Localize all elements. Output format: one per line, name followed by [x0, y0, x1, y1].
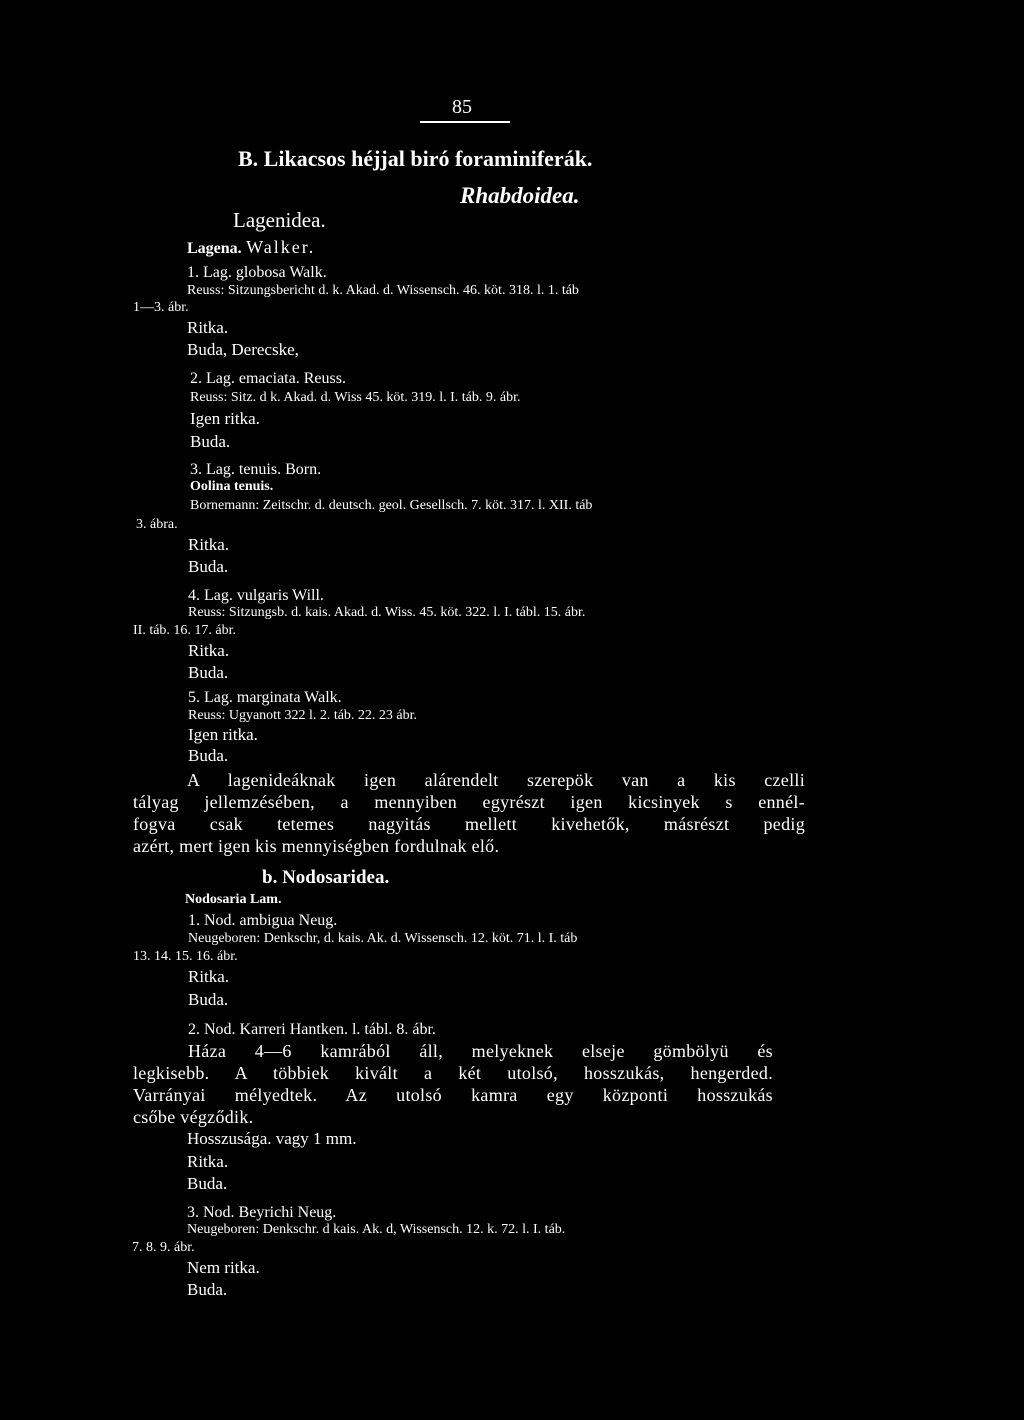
- paragraph-line: azért, mert igen kis mennyiségben fordulnak elő.: [133, 836, 500, 856]
- species-locality: Buda.: [187, 1174, 228, 1193]
- genus-nodosaria-heading: Nodosaria Lam.: [185, 892, 282, 907]
- genus-lagena-heading: [187, 238, 315, 257]
- species-title: 1. Nod. ambigua Neug.: [188, 912, 338, 929]
- species-frequency: Nem ritka.: [187, 1258, 260, 1277]
- species-reference: Reuss: Sitzungsbericht d. k. Akad. d. Wissensch. 46. köt. 318. l. 1. táb: [187, 283, 579, 298]
- genus-lagena-name: Lagena.: [187, 240, 242, 257]
- species-reference-cont: 1—3. ábr.: [133, 300, 189, 315]
- genus-lagena-author: Walker.: [246, 237, 316, 257]
- paragraph-line: tályag jellemzésében, a mennyiben egyrészt igen kicsinyek s ennél-: [133, 792, 805, 812]
- family-heading: Rhabdoidea.: [460, 183, 580, 208]
- species-reference: Reuss: Ugyanott 322 l. 2. táb. 22. 23 ábr.: [188, 708, 418, 723]
- species-locality: Buda.: [188, 663, 229, 682]
- species-locality: Buda, Derecske,: [187, 340, 299, 359]
- page-number: 85: [452, 96, 472, 118]
- subfamily-heading-lagenidea: Lagenidea.: [233, 208, 326, 232]
- species-locality: Buda.: [188, 746, 229, 765]
- species-title: 4. Lag. vulgaris Will.: [188, 587, 324, 604]
- species-frequency: Igen ritka.: [190, 409, 260, 428]
- species-frequency: Igen ritka.: [188, 725, 258, 744]
- species-title: 5. Lag. marginata Walk.: [188, 689, 342, 706]
- species-locality: Buda.: [188, 990, 229, 1009]
- paragraph-line: A lagenideáknak igen alárendelt szerepök van a kis czelli: [187, 770, 805, 790]
- paragraph-line: legkisebb. A többiek kivált a két utolsó, hosszukás, hengerded.: [133, 1063, 773, 1083]
- paragraph-line: fogva csak tetemes nagyitás mellett kivehetők, másrészt pedig: [133, 814, 805, 834]
- species-reference-cont: 13. 14. 15. 16. ábr.: [133, 949, 238, 964]
- species-reference: Bornemann: Zeitschr. d. deutsch. geol. Gesellsch. 7. köt. 317. l. XII. táb: [190, 498, 593, 513]
- page-number-rule: [420, 121, 510, 123]
- species-frequency: Ritka.: [188, 641, 230, 660]
- paragraph-line: Háza 4—6 kamrából áll, melyeknek elseje gömbölyü és: [188, 1041, 773, 1061]
- section-heading: B. Likacsos héjjal biró foraminiferák.: [238, 146, 593, 171]
- species-title: 2. Lag. emaciata. Reuss.: [190, 370, 346, 387]
- paragraph-line: csőbe végződik.: [133, 1107, 254, 1127]
- species-reference: Neugeboren: Denkschr. d kais. Ak. d, Wissensch. 12. k. 72. l. I. táb.: [187, 1222, 566, 1237]
- species-frequency: Ritka.: [187, 318, 229, 337]
- species-reference-cont: II. táb. 16. 17. ábr.: [133, 623, 237, 638]
- species-frequency: Ritka.: [188, 535, 230, 554]
- species-locality: Buda.: [188, 557, 229, 576]
- species-reference: Reuss: Sitzungsb. d. kais. Akad. d. Wiss. 45. köt. 322. l. I. tábl. 15. ábr.: [188, 605, 586, 620]
- paragraph-line: Varrányai mélyedtek. Az utolsó kamra egy központi hosszukás: [133, 1085, 773, 1105]
- species-title: 2. Nod. Karreri Hantken. l. tábl. 8. ábr.: [188, 1021, 436, 1038]
- species-title: 3. Lag. tenuis. Born.: [190, 461, 322, 478]
- species-frequency: Ritka.: [188, 967, 230, 986]
- species-locality: Buda.: [190, 432, 231, 451]
- species-reference-cont: 3. ábra.: [136, 517, 178, 532]
- species-frequency: Ritka.: [187, 1152, 229, 1171]
- species-size: Hosszusága. vagy 1 mm.: [187, 1129, 357, 1148]
- species-title: 3. Nod. Beyrichi Neug.: [187, 1204, 337, 1221]
- species-reference: Neugeboren: Denkschr, d. kais. Ak. d. Wissensch. 12. köt. 71. l. I. táb: [188, 931, 578, 946]
- species-reference: Reuss: Sitz. d k. Akad. d. Wiss 45. köt. 319. l. I. táb. 9. ábr.: [190, 390, 521, 405]
- lagenidea-paragraph: [133, 769, 805, 857]
- species-reference-cont: 7. 8. 9. ábr.: [132, 1240, 195, 1255]
- species-locality: Buda.: [187, 1280, 228, 1299]
- karreri-paragraph: [133, 1040, 773, 1128]
- species-title: 1. Lag. globosa Walk.: [187, 264, 327, 281]
- subfamily-heading-nodosaridea: b. Nodosaridea.: [262, 867, 390, 888]
- species-synonym: Oolina tenuis.: [190, 479, 274, 494]
